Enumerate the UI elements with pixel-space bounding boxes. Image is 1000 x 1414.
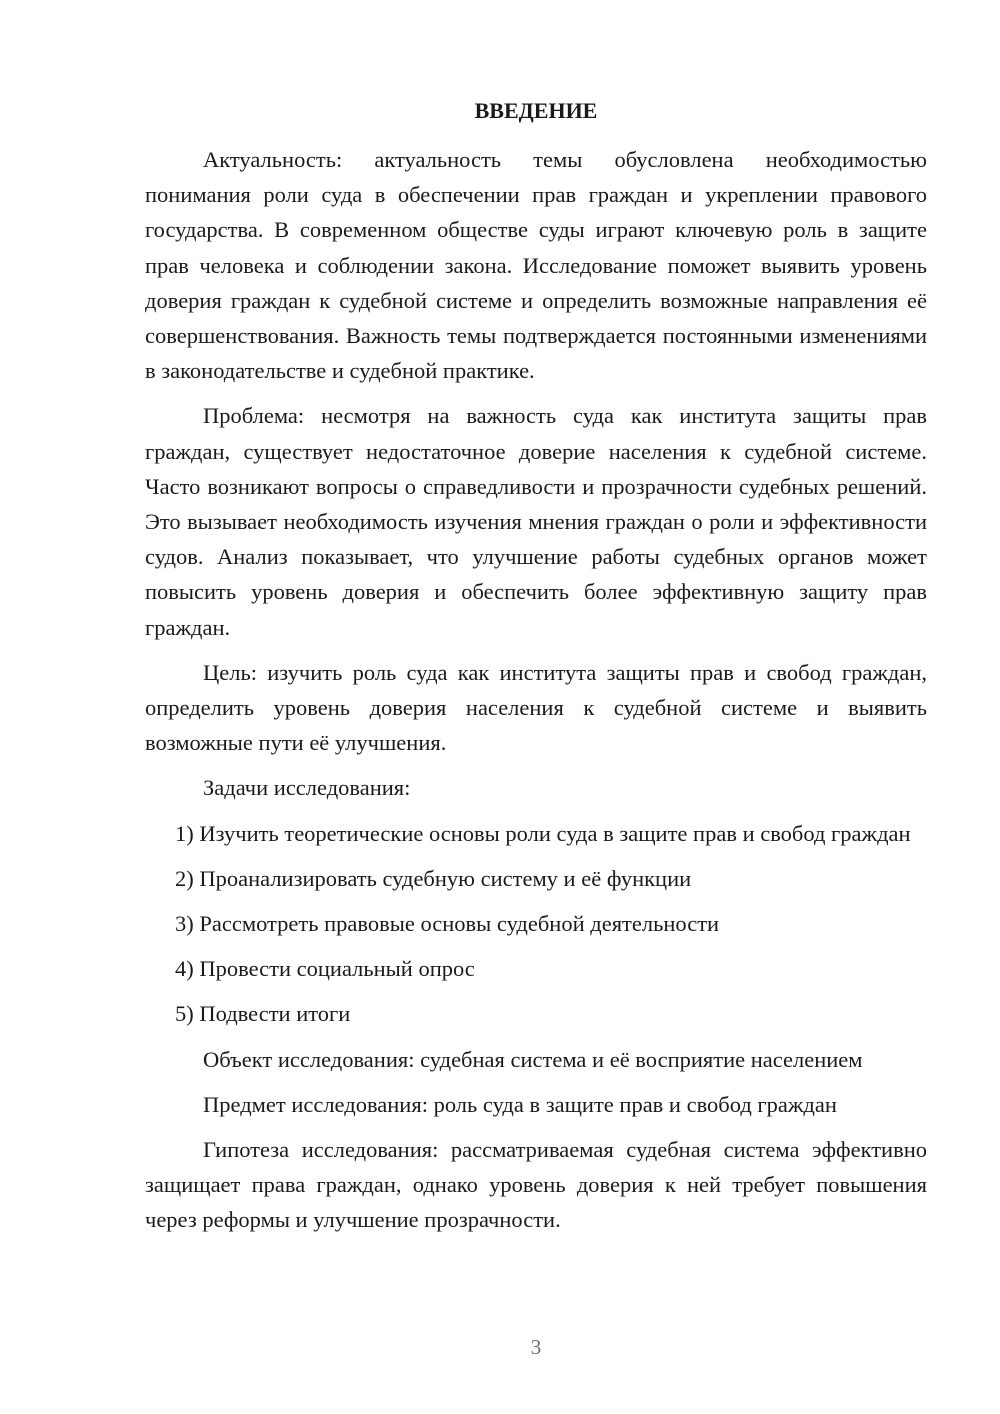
section-title: ВВЕДЕНИЕ [474, 98, 598, 123]
task-item-2: 2) Проанализировать судебную систему и её функции [175, 865, 692, 891]
task-item-1: 1) Изучить теоретические основы роли суда в защите прав и свобод граждан [175, 820, 911, 846]
problem-paragraph: Проблема: несмотря на важность суда как института защиты прав граждан, существует недостаточное доверие населения к судебной системе. Часто возникают вопросы о справедливости и прозрачности судебных решений. Это вызывает необходимость изучения мнения граждан о роли и эффективности судов. Анализ показывает, что улучшение работы судебных органов может повысить уровень доверия и обеспечить более эффективную защиту прав граждан. [145, 403, 927, 640]
relevance-paragraph: Актуальность: актуальность темы обусловлена необходимостью понимания роли суда в обеспечении прав граждан и укреплении правового государства. В современном обществе суды играют ключевую роль в защите прав человека и соблюдении закона. Исследование поможет выявить уровень доверия граждан к судебной системе и определить возможные направления её совершенствования. Важность темы подтверждается постоянными изменениями в законодательстве и судебной практике. [145, 147, 927, 384]
goal-paragraph: Цель: изучить роль суда как института защиты прав и свобод граждан, определить уровень доверия населения к судебной системе и выявить возможные пути её улучшения. [145, 659, 927, 756]
tasks-heading: Задачи исследования: [203, 775, 411, 801]
research-subject: Предмет исследования: роль суда в защите прав и свобод граждан [203, 1091, 837, 1117]
page-number: 3 [530, 1335, 542, 1359]
task-item-3: 3) Рассмотреть правовые основы судебной деятельности [175, 911, 720, 937]
research-object: Объект исследования: судебная система и её восприятие населением [203, 1046, 863, 1072]
research-hypothesis: Гипотеза исследования: рассматриваемая судебная система эффективно защищает права граждан, однако уровень доверия к ней требует повышения через реформы и улучшение прозрачности. [145, 1137, 927, 1233]
task-item-5: 5) Подвести итоги [175, 1001, 351, 1027]
document-body [145, 142, 927, 1248]
task-item-4: 4) Провести социальный опрос [175, 956, 475, 982]
